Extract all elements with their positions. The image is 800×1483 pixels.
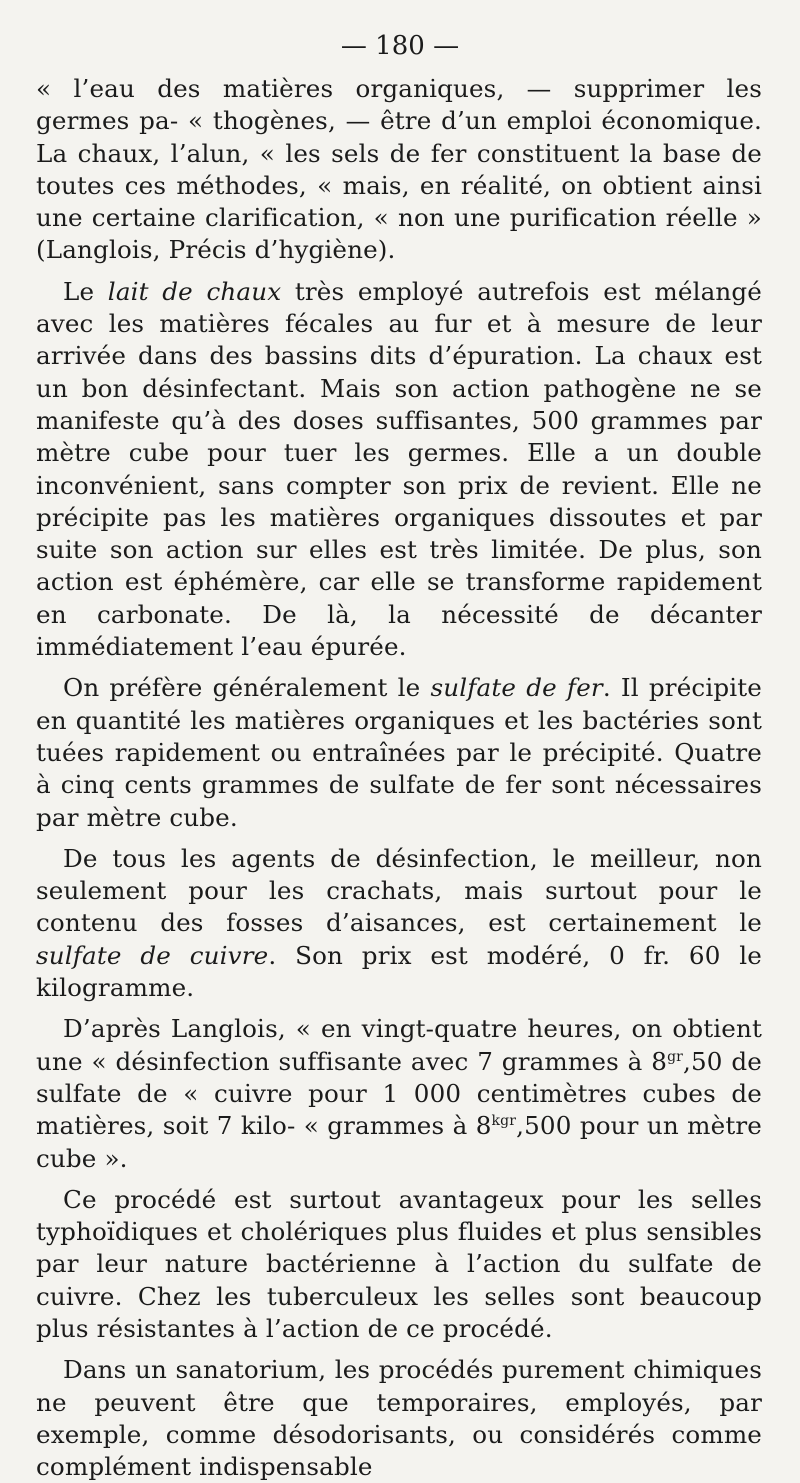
text-run: « l’eau des matières organiques, — supprimer les germes pa- « thogènes, — être d’un emploi économique. La chaux, l’alun, « les sels de fer constituent la base de toutes ces méthodes, « mais, en réalité, on obtient ainsi une certaine clarification, « non une purification réelle » (Langlois, Précis d’hygiène). xyxy=(36,74,762,265)
paragraph-1 xyxy=(36,73,762,267)
text-run: D’après Langlois, « en vingt-quatre heures, on obtient une « désinfection suffisante avec 7 grammes à 8 xyxy=(36,1014,762,1076)
unit-superscript: gr xyxy=(667,1048,684,1065)
italic-term: lait de chaux xyxy=(107,276,282,306)
text-run: Le xyxy=(63,276,108,306)
paragraph-2 xyxy=(36,276,762,664)
paragraph-6 xyxy=(36,1184,762,1345)
text-run: Dans un sanatorium, les procédés purement chimiques ne peuvent être que temporaires, employés, par exemple, comme désodorisants, ou considérés comme complément indispensable xyxy=(36,1355,762,1482)
text-run: . Son prix est modéré, 0 fr. 60 le kilogramme. xyxy=(36,940,762,1003)
page-body-text xyxy=(36,73,762,1483)
unit-superscript: kgr xyxy=(491,1113,517,1130)
italic-term: sulfate de cuivre xyxy=(36,940,269,970)
text-run: . Il précipite en quantité les matières organiques et les bactéries sont tuées rapidement ou entraînées par le précipité. Quatre à cinq cents grammes de sulfate de fer sont nécessaires par mètre cube. xyxy=(36,673,762,832)
paragraph-7 xyxy=(36,1354,762,1483)
text-run: ,50 de sulfate de « cuivre pour 1 000 centimètres cubes de matières, soit 7 kilo- « grammes à 8 xyxy=(36,1046,762,1141)
paragraph-4 xyxy=(36,843,762,1004)
paragraph-3 xyxy=(36,672,762,833)
text-run: On préfère généralement le xyxy=(63,673,431,703)
italic-term: sulfate de fer xyxy=(430,673,603,703)
page-number: — 180 — xyxy=(340,31,460,61)
text-run: ,500 pour un mètre cube ». xyxy=(36,1111,763,1173)
paragraph-5 xyxy=(36,1013,762,1174)
text-run: De tous les agents de désinfection, le meilleur, non seulement pour les crachats, mais surtout pour le contenu des fosses d’aisances, est certainement le xyxy=(36,843,762,938)
text-run: très employé autrefois est mélangé avec les matières fécales au fur et à mesure de leur arrivée dans des bassins dits d’épuration. La chaux est un bon désinfectant. Mais son action pathogène ne se manifeste qu’à des doses suffisantes, 500 grammes par mètre cube pour tuer les germes. Elle a un double inconvénient, sans compter son prix de revient. Elle ne précipite pas les matières organiques dissoutes et par suite son action sur elles est très limitée. De plus, son action est éphémère, car elle se transforme rapidement en carbonate. De là, la nécessité de décanter immédiatement l’eau épurée. xyxy=(36,276,762,662)
text-run: Ce procédé est surtout avantageux pour les selles typhoïdiques et cholériques plus fluides et plus sensibles par leur nature bactérienne à l’action du sulfate de cuivre. Chez les tuberculeux les selles sont beaucoup plus résistantes à l’action de ce procédé. xyxy=(36,1184,762,1343)
